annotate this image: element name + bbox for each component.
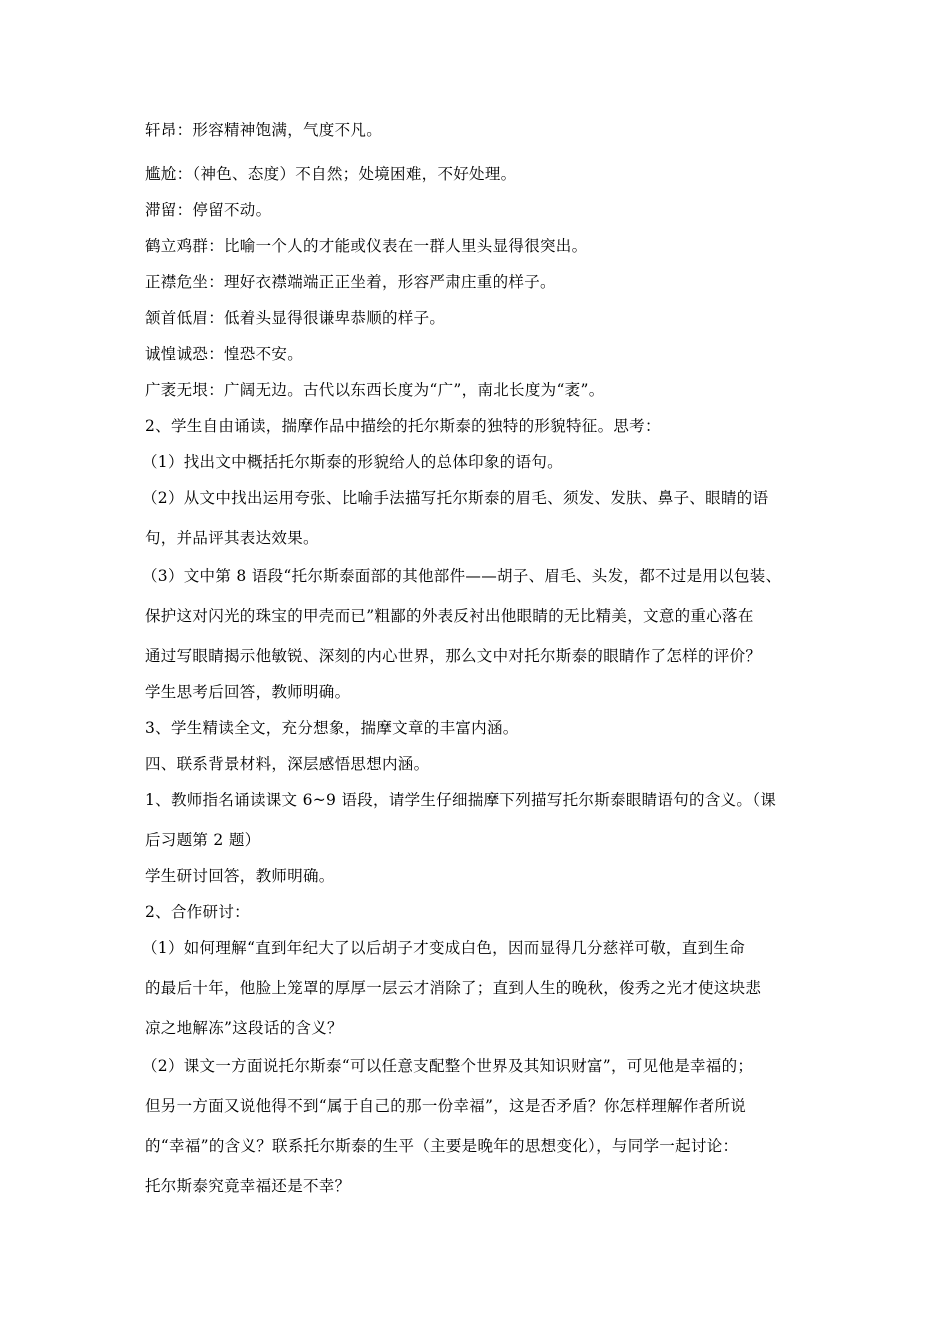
section-4-item-1-line-1: 1、教师指名诵读课文 6~9 语段，请学生仔细揣摩下列描写托尔斯泰眼睛语句的含义。（课 — [145, 791, 777, 809]
question-3-line-3: 通过写眼睛揭示他敏锐、深刻的内心世界，那么文中对托尔斯泰的眼睛作了怎样的评价？ — [145, 647, 762, 665]
question-2-line-2: 句，并品评其表达效果。 — [145, 529, 319, 547]
discussion-1-line-1: （1）如何理解“直到年纪大了以后胡子才变成白色，因而显得几分慈祥可敬，直到生命 — [142, 939, 745, 957]
discussion-2-line-2: 但另一方面又说他得不到“属于自己的那一份幸福”，这是否矛盾？你怎样理解作者所说 — [145, 1097, 747, 1115]
question-2-line-1: （2）从文中找出运用夸张、比喻手法描写托尔斯泰的眉毛、须发、发肤、鼻子、眼睛的语 — [142, 489, 769, 507]
vocab-xuanang: 轩昂：形容精神饱满，气度不凡。 — [145, 121, 383, 139]
vocab-zhengjinweizuo: 正襟危坐：理好衣襟端端正正坐着，形容严肃庄重的样子。 — [145, 273, 556, 291]
vocab-helijiqun: 鹤立鸡群：比喻一个人的才能或仪表在一群人里头显得很突出。 — [145, 237, 588, 255]
section-4-item-1-line-2: 后习题第 2 题） — [145, 831, 261, 849]
answer-note-1: 学生思考后回答，教师明确。 — [145, 683, 351, 701]
vocab-hanshoudimei: 颔首低眉：低着头显得很谦卑恭顺的样子。 — [145, 309, 446, 327]
answer-note-2: 学生研讨回答，教师明确。 — [145, 867, 335, 885]
question-3-line-2: 保护这对闪光的珠宝的甲壳而已”粗鄙的外表反衬出他眼睛的无比精美，文意的重心落在 — [145, 607, 754, 625]
vocab-guangmaowuyin: 广袤无垠：广阔无边。古代以东西长度为“广”，南北长度为“袤”。 — [145, 381, 605, 399]
discussion-2-line-4: 托尔斯泰究竟幸福还是不幸？ — [145, 1177, 351, 1195]
step-2-heading: 2、学生自由诵读，揣摩作品中描绘的托尔斯泰的独特的形貌特征。思考： — [145, 417, 661, 435]
discussion-2-line-1: （2）课文一方面说托尔斯泰“可以任意支配整个世界及其知识财富”，可见他是幸福的； — [142, 1057, 754, 1075]
step-3-heading: 3、学生精读全文，充分想象，揣摩文章的丰富内涵。 — [145, 719, 519, 737]
vocab-chenghuangchengkong: 诚惶诚恐：惶恐不安。 — [145, 345, 304, 363]
vocab-zhiliu: 滞留：停留不动。 — [145, 201, 272, 219]
section-4-heading: 四、联系背景材料，深层感悟思想内涵。 — [145, 755, 430, 773]
question-3-line-1: （3）文中第 8 语段“托尔斯泰面部的其他部件——胡子、眉毛、头发，都不过是用以包装、 — [142, 567, 782, 585]
section-4-item-2-heading: 2、合作研讨： — [145, 903, 250, 921]
vocab-ganga: 尴尬：（神色、态度）不自然；处境困难，不好处理。 — [145, 165, 517, 183]
question-1: （1）找出文中概括托尔斯泰的形貌给人的总体印象的语句。 — [142, 453, 563, 471]
discussion-1-line-2: 的最后十年，他脸上笼罩的厚厚一层云才消除了；直到人生的晚秋，俊秀之光才使这块悲 — [145, 979, 762, 997]
discussion-2-line-3: 的“幸福”的含义？联系托尔斯泰的生平（主要是晚年的思想变化），与同学一起讨论： — [145, 1137, 739, 1155]
discussion-1-line-3: 凉之地解冻”这段话的含义？ — [145, 1019, 343, 1037]
